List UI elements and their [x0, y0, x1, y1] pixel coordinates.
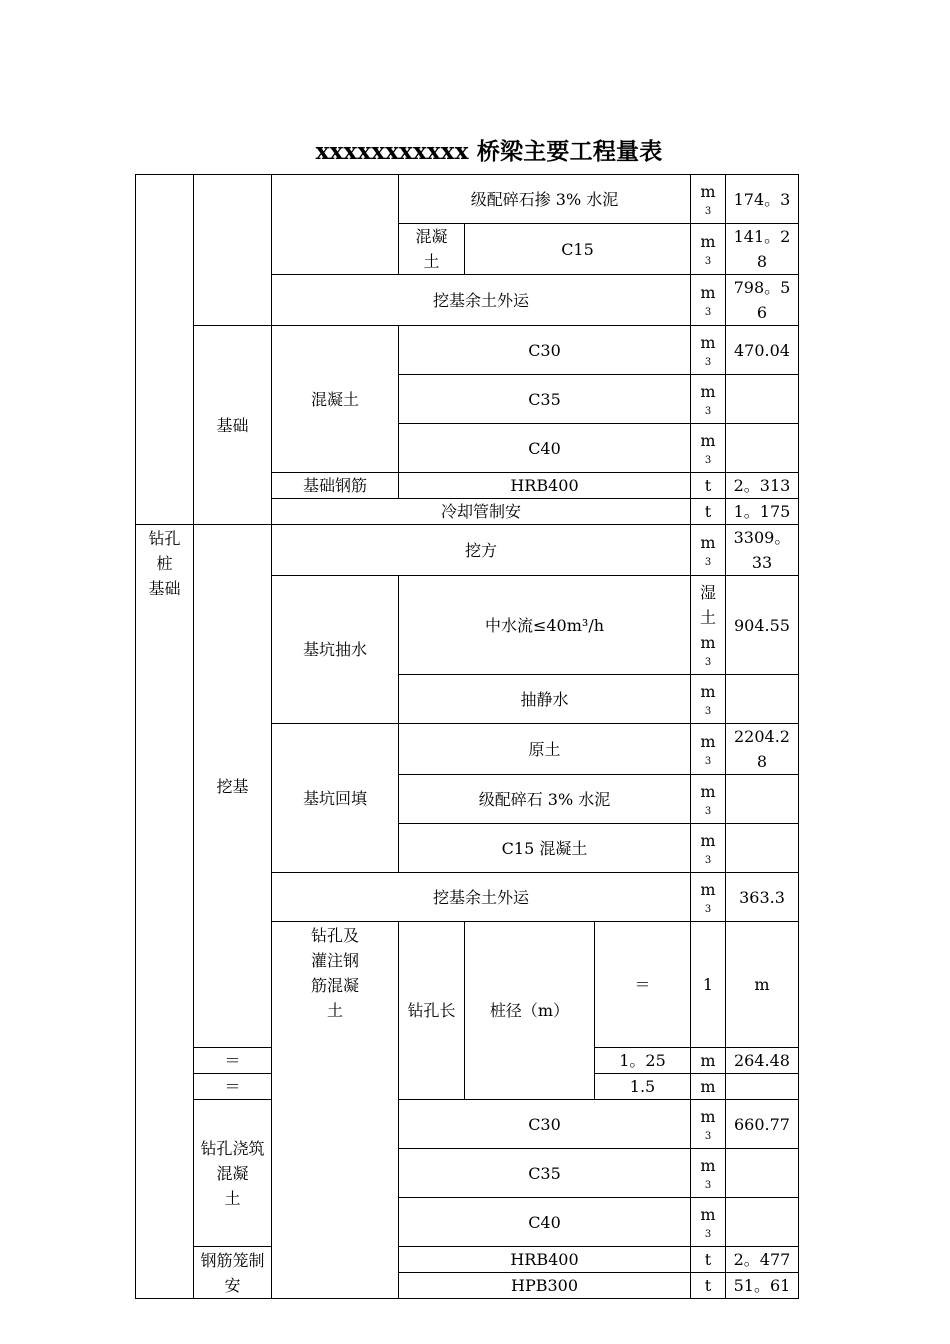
table-row	[136, 1100, 799, 1149]
item-cell: C30	[399, 326, 691, 375]
group-cell: 钢筋笼制安	[194, 1247, 272, 1299]
item-cell: C30	[399, 1100, 691, 1149]
unit-cell: m 3	[691, 824, 726, 873]
unit-cell: m	[726, 922, 799, 1048]
sub-group-cell: 桩径（m）	[465, 922, 595, 1100]
category-cell: 钻孔 桩 基础	[136, 525, 194, 1299]
item-cell: 挖基余土外运	[272, 873, 691, 922]
quantity-cell: 2。477	[726, 1247, 799, 1273]
item-cell: C35	[399, 1149, 691, 1198]
unit-cell: m 3	[691, 424, 726, 473]
item-cell: HRB400	[399, 1247, 691, 1273]
unit-cell: m 3	[691, 375, 726, 424]
item-cell: C15	[465, 224, 691, 275]
unit-cell: m	[691, 1048, 726, 1074]
quantity-cell: 1。175	[726, 499, 799, 525]
unit-cell: m 3	[691, 525, 726, 576]
quantity-table	[135, 174, 799, 1299]
group-cell: 基坑抽水	[272, 576, 399, 724]
unit-cell: m 3	[691, 326, 726, 375]
quantity-cell: 3309。 33	[726, 525, 799, 576]
group-cell-top	[272, 175, 399, 275]
quantity-cell: 51。61	[726, 1273, 799, 1299]
unit-cell: m 3	[691, 224, 726, 275]
unit-cell: 湿 土 m 3	[691, 576, 726, 675]
quantity-cell	[726, 424, 799, 473]
item-cell: 挖基余土外运	[272, 275, 691, 326]
item-cell: 原土	[399, 724, 691, 775]
category-cell-top	[136, 175, 194, 525]
value-cell: 1.5	[595, 1074, 691, 1100]
quantity-cell: 798。5 6	[726, 275, 799, 326]
table-row	[136, 1247, 799, 1273]
unit-cell: t	[691, 473, 726, 499]
unit-cell: m 3	[691, 873, 726, 922]
unit-cell: m 3	[691, 1149, 726, 1198]
quantity-cell: 174。3	[726, 175, 799, 224]
group-cell: 基坑回填	[272, 724, 399, 873]
section-cell: 基础	[194, 326, 272, 525]
item-cell: 抽静水	[399, 675, 691, 724]
value-cell: 1	[691, 922, 726, 1048]
unit-cell: m 3	[691, 675, 726, 724]
unit-cell: m 3	[691, 1100, 726, 1149]
unit-cell: t	[691, 1247, 726, 1273]
unit-cell: t	[691, 1273, 726, 1299]
value-cell: 1。25	[595, 1048, 691, 1074]
item-cell: 级配碎石掺 3% 水泥	[399, 175, 691, 224]
table-row	[136, 175, 799, 224]
quantity-cell	[726, 1149, 799, 1198]
item-cell: 挖方	[272, 525, 691, 576]
unit-cell: m 3	[691, 775, 726, 824]
eq-cell: ＝	[194, 1048, 272, 1074]
unit-cell: m 3	[691, 175, 726, 224]
item-cell: HRB400	[399, 473, 691, 499]
group-cell: 混凝土	[272, 326, 399, 473]
item-cell: 级配碎石 3% 水泥	[399, 775, 691, 824]
quantity-cell: 2204.2 8	[726, 724, 799, 775]
item-cell: 中水流≤40m³/h	[399, 576, 691, 675]
group-cell: 基础钢筋	[272, 473, 399, 499]
item-cell: C35	[399, 375, 691, 424]
item-cell: C40	[399, 424, 691, 473]
table-row	[136, 326, 799, 375]
table-row	[136, 525, 799, 576]
item-cell: 冷却管制安	[272, 499, 691, 525]
item-cell: C15 混凝土	[399, 824, 691, 873]
quantity-cell: 904.55	[726, 576, 799, 675]
group-cell: 钻孔长	[399, 922, 465, 1100]
unit-cell: m 3	[691, 275, 726, 326]
unit-cell: m 3	[691, 724, 726, 775]
quantity-cell: 2。313	[726, 473, 799, 499]
quantity-cell	[726, 824, 799, 873]
quantity-cell	[726, 1074, 799, 1100]
unit-cell: m 3	[691, 1198, 726, 1247]
page-title: xxxxxxxxxxx 桥梁主要工程量表	[315, 138, 663, 165]
section-cell: 钻孔及 灌注钢 筋混凝 土	[272, 922, 399, 1299]
quantity-cell: 264.48	[726, 1048, 799, 1074]
group-cell: 钻孔浇筑混凝 土	[194, 1100, 272, 1247]
quantity-cell: 363.3	[726, 873, 799, 922]
quantity-cell: 470.04	[726, 326, 799, 375]
section-cell-top	[194, 175, 272, 326]
quantity-cell	[726, 1198, 799, 1247]
eq-cell: ＝	[595, 922, 691, 1048]
quantity-cell: 141。2 8	[726, 224, 799, 275]
unit-cell: m	[691, 1074, 726, 1100]
quantity-cell	[726, 775, 799, 824]
quantity-cell	[726, 675, 799, 724]
sub-group-cell: 混凝 土	[399, 224, 465, 275]
item-cell: C40	[399, 1198, 691, 1247]
section-cell: 挖基	[194, 525, 272, 1048]
quantity-cell: 660.77	[726, 1100, 799, 1149]
item-cell: HPB300	[399, 1273, 691, 1299]
eq-cell: ＝	[194, 1074, 272, 1100]
quantity-cell	[726, 375, 799, 424]
unit-cell: t	[691, 499, 726, 525]
